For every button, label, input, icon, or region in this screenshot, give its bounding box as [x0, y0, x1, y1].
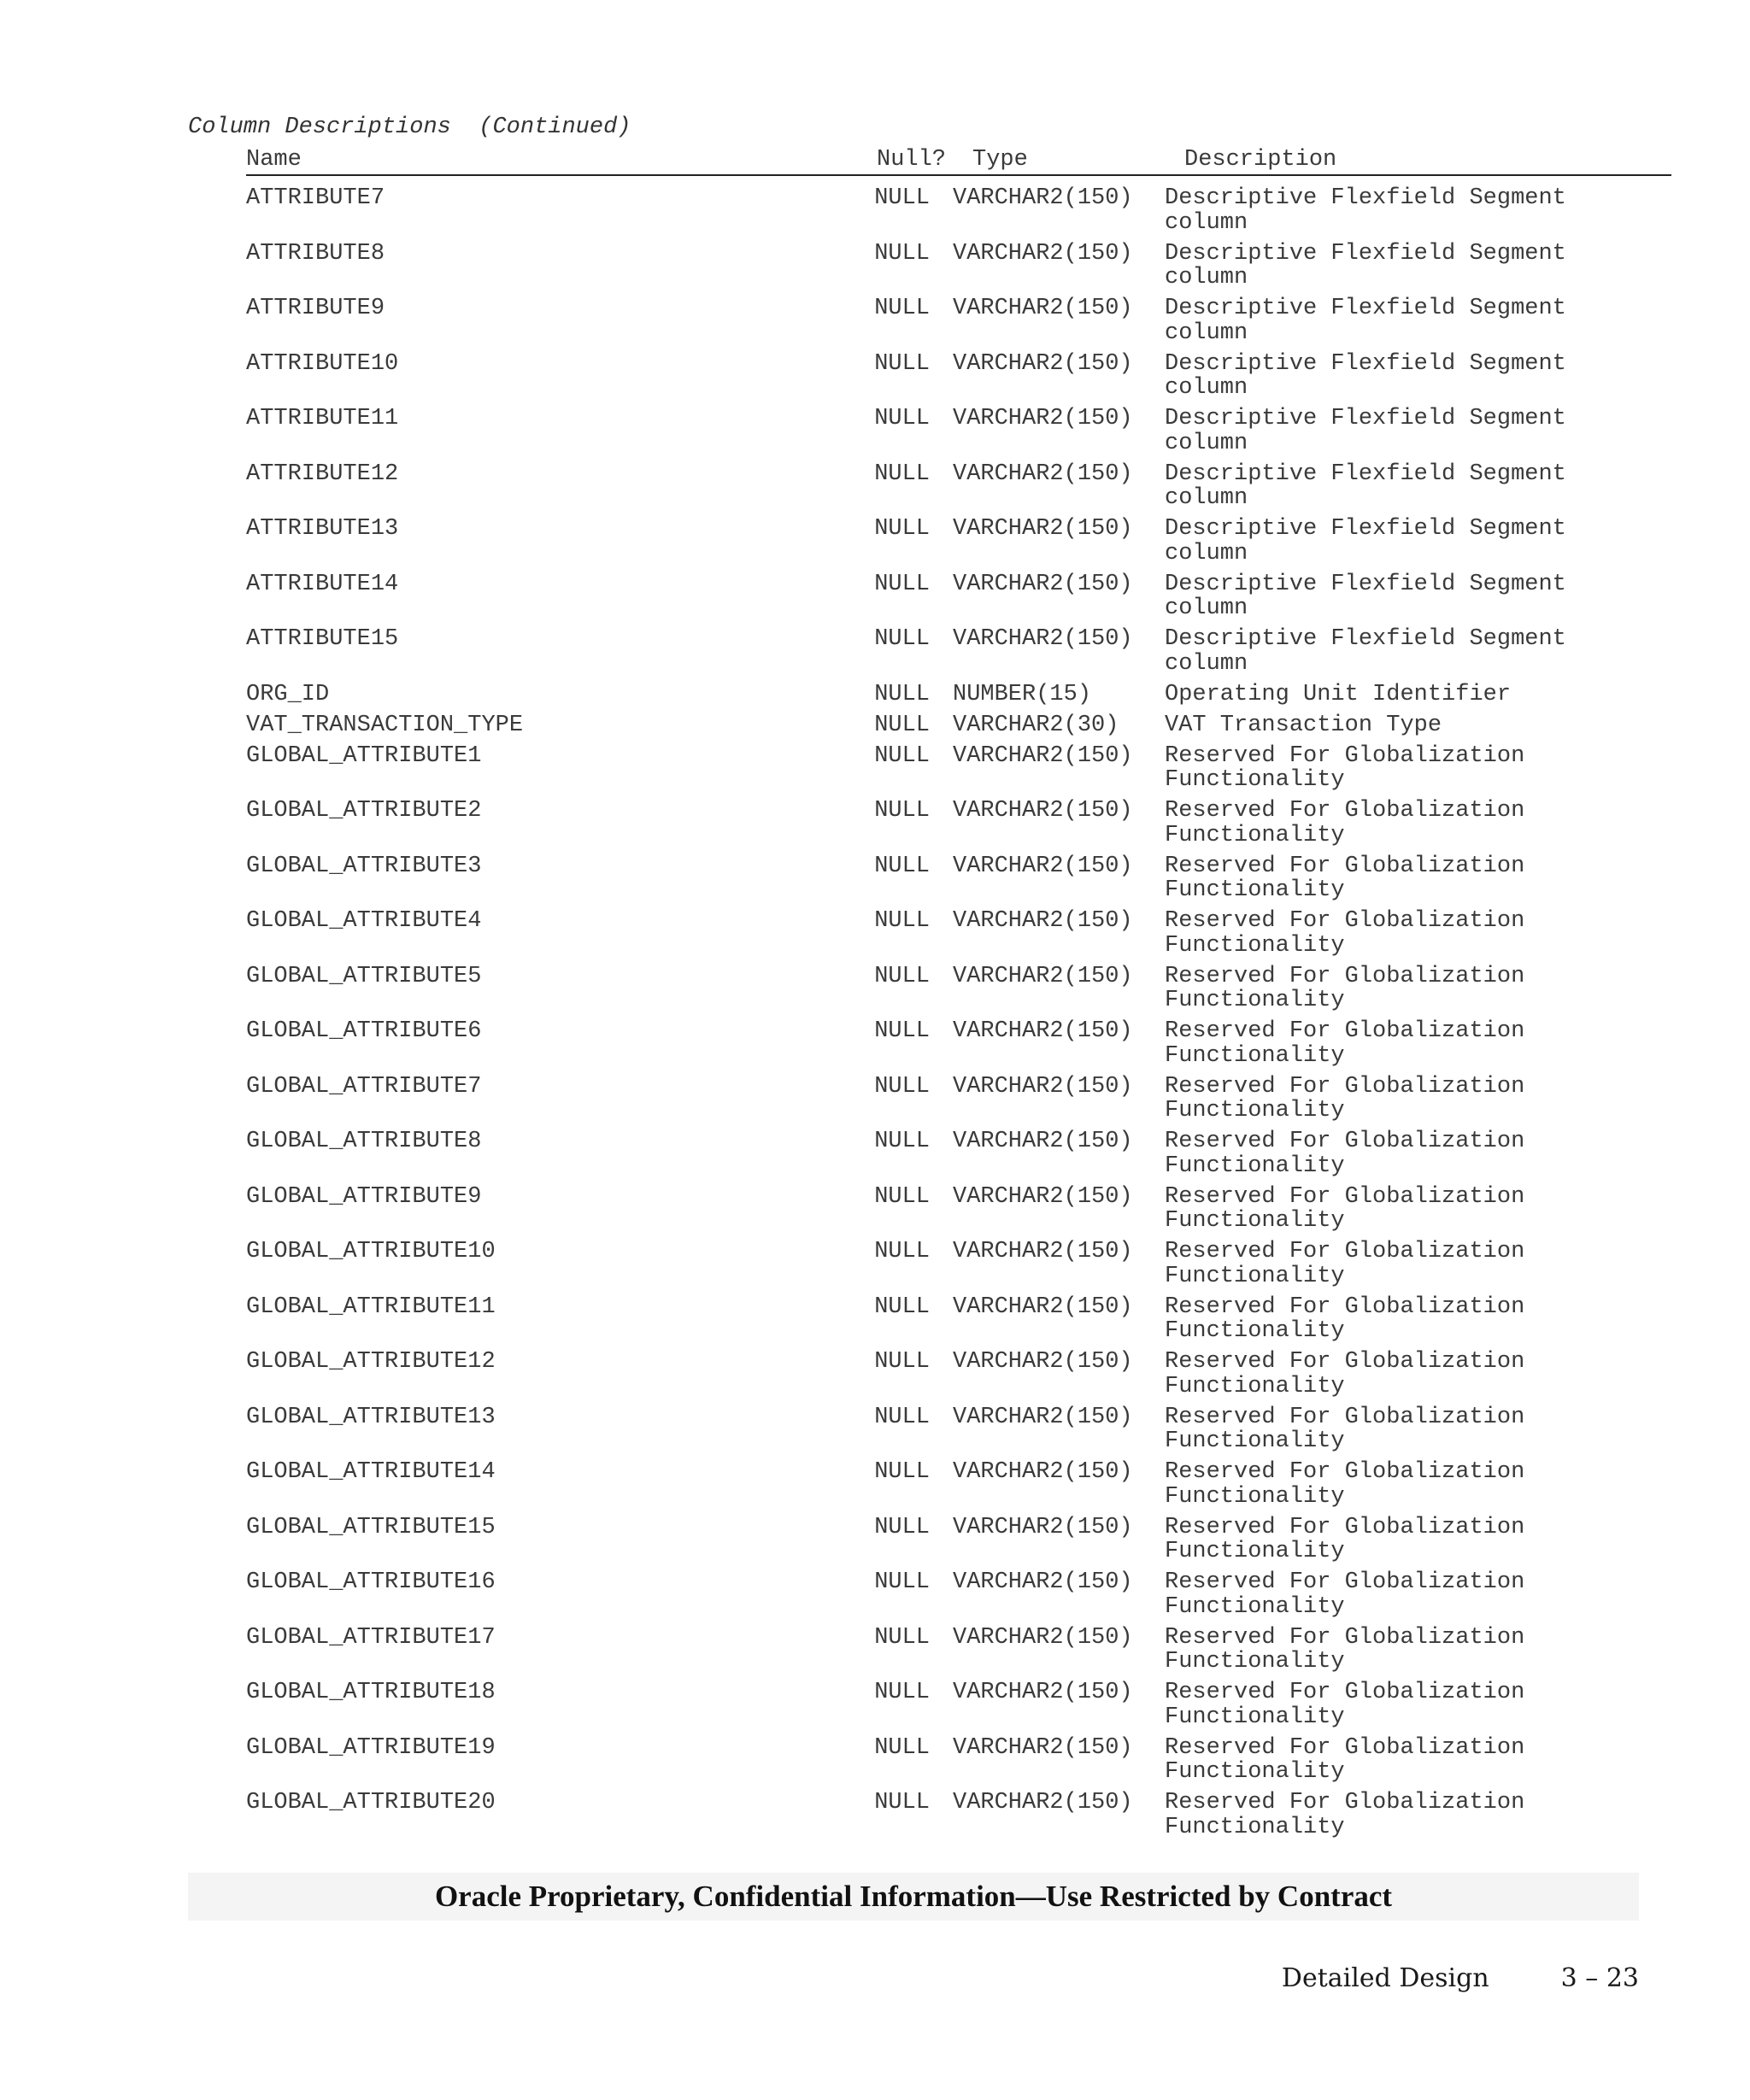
column-null: NULL: [874, 406, 930, 431]
column-name: GLOBAL_ATTRIBUTE2: [246, 798, 482, 824]
footer-section: Detailed Design: [1281, 1963, 1489, 1993]
header-name: Name: [246, 147, 302, 173]
column-description: Descriptive Flexfield Segment column: [1165, 350, 1566, 401]
column-type: VARCHAR2(150): [953, 571, 1133, 597]
column-null: NULL: [874, 712, 930, 738]
table-row: [246, 296, 1671, 345]
table-row: [246, 713, 1671, 738]
column-description: Descriptive Flexfield Segment column: [1165, 240, 1566, 290]
table-row: [246, 1185, 1671, 1234]
column-null: NULL: [874, 1018, 930, 1044]
column-type: VARCHAR2(150): [953, 460, 1133, 487]
table-row: [246, 1626, 1671, 1675]
column-name: GLOBAL_ATTRIBUTE19: [246, 1734, 496, 1761]
table-row: [246, 965, 1671, 1013]
table-row: [246, 1075, 1671, 1123]
column-description: Descriptive Flexfield Segment column: [1165, 406, 1566, 456]
column-null: NULL: [874, 1073, 930, 1100]
column-description: Reserved For Globalization Functionality: [1165, 1514, 1525, 1564]
column-name: ATTRIBUTE7: [246, 185, 385, 211]
column-description: Reserved For Globalization Functionality: [1165, 1018, 1525, 1069]
column-type: VARCHAR2(150): [953, 1514, 1133, 1540]
column-null: NULL: [874, 742, 930, 769]
table-row: [246, 1350, 1671, 1399]
table-header: [246, 145, 1671, 176]
column-null: NULL: [874, 296, 930, 321]
column-description: Reserved For Globalization Functionality: [1165, 963, 1525, 1013]
column-description: Reserved For Globalization Functionality: [1165, 798, 1525, 848]
column-description: Descriptive Flexfield Segment column: [1165, 516, 1566, 566]
column-description: Reserved For Globalization Functionality: [1165, 1680, 1525, 1730]
table-row: [246, 242, 1671, 290]
column-name: ORG_ID: [246, 681, 330, 707]
header-type: Type: [972, 147, 1028, 173]
column-description: Reserved For Globalization Functionality: [1165, 908, 1525, 959]
column-type: VARCHAR2(150): [953, 185, 1133, 211]
column-name: ATTRIBUTE14: [246, 571, 399, 597]
column-name: GLOBAL_ATTRIBUTE20: [246, 1790, 496, 1816]
column-description: Descriptive Flexfield Segment column: [1165, 296, 1566, 346]
column-description: Reserved For Globalization Functionality: [1165, 1569, 1525, 1620]
table-row: [246, 1570, 1671, 1619]
column-name: ATTRIBUTE13: [246, 516, 399, 542]
column-null: NULL: [874, 1680, 930, 1705]
column-name: GLOBAL_ATTRIBUTE16: [246, 1569, 496, 1595]
column-type: NUMBER(15): [953, 681, 1092, 707]
column-description: Reserved For Globalization Functionality: [1165, 1349, 1525, 1399]
column-null: NULL: [874, 240, 930, 267]
column-type: VARCHAR2(150): [953, 626, 1133, 652]
column-null: NULL: [874, 185, 930, 211]
table-row: [246, 352, 1671, 401]
table-row: [246, 1516, 1671, 1564]
column-null: NULL: [874, 1734, 930, 1761]
column-description: Descriptive Flexfield Segment column: [1165, 460, 1566, 511]
column-name: GLOBAL_ATTRIBUTE8: [246, 1129, 482, 1154]
column-type: VARCHAR2(150): [953, 1680, 1133, 1705]
table-row: [246, 407, 1671, 455]
column-name: GLOBAL_ATTRIBUTE15: [246, 1514, 496, 1540]
column-type: VARCHAR2(150): [953, 350, 1133, 377]
column-type: VARCHAR2(150): [953, 1569, 1133, 1595]
column-type: VARCHAR2(150): [953, 1018, 1133, 1044]
column-null: NULL: [874, 1404, 930, 1430]
column-name: GLOBAL_ATTRIBUTE4: [246, 908, 482, 934]
column-name: VAT_TRANSACTION_TYPE: [246, 712, 524, 738]
column-type: VARCHAR2(150): [953, 908, 1133, 934]
column-type: VARCHAR2(150): [953, 1790, 1133, 1816]
table-row: [246, 799, 1671, 848]
column-null: NULL: [874, 1349, 930, 1375]
table-row: [246, 1129, 1671, 1178]
column-name: ATTRIBUTE12: [246, 460, 399, 487]
column-type: VARCHAR2(150): [953, 742, 1133, 769]
table-row: [246, 744, 1671, 793]
column-type: VARCHAR2(150): [953, 1129, 1133, 1154]
column-name: GLOBAL_ATTRIBUTE11: [246, 1293, 496, 1320]
table-row: [246, 186, 1671, 235]
column-description: Reserved For Globalization Functionality: [1165, 1293, 1525, 1344]
column-type: VARCHAR2(150): [953, 240, 1133, 267]
column-name: GLOBAL_ATTRIBUTE6: [246, 1018, 482, 1044]
table-row: [246, 909, 1671, 958]
column-description: Descriptive Flexfield Segment column: [1165, 626, 1566, 677]
column-description: Reserved For Globalization Functionality: [1165, 1183, 1525, 1234]
column-null: NULL: [874, 908, 930, 934]
column-name: ATTRIBUTE8: [246, 240, 385, 267]
header-null: Null?: [877, 147, 947, 173]
column-type: VARCHAR2(150): [953, 1624, 1133, 1651]
table-row: [246, 517, 1671, 566]
table-row: [246, 1791, 1671, 1839]
column-description: Reserved For Globalization Functionality: [1165, 1404, 1525, 1454]
column-type: VARCHAR2(150): [953, 1459, 1133, 1485]
column-type: VARCHAR2(150): [953, 798, 1133, 824]
column-null: NULL: [874, 963, 930, 989]
column-type: VARCHAR2(150): [953, 1734, 1133, 1761]
column-type: VARCHAR2(150): [953, 963, 1133, 989]
table-row: [246, 1295, 1671, 1344]
column-type: VARCHAR2(150): [953, 1239, 1133, 1264]
column-description: Reserved For Globalization Functionality: [1165, 1073, 1525, 1123]
column-null: NULL: [874, 1790, 930, 1816]
column-name: GLOBAL_ATTRIBUTE18: [246, 1680, 496, 1705]
column-description: Reserved For Globalization Functionality: [1165, 853, 1525, 903]
column-null: NULL: [874, 1514, 930, 1540]
column-description: Reserved For Globalization Functionality: [1165, 1239, 1525, 1289]
table-row: [246, 1019, 1671, 1068]
column-description: Operating Unit Identifier: [1165, 681, 1512, 707]
column-null: NULL: [874, 1129, 930, 1154]
column-null: NULL: [874, 1459, 930, 1485]
column-null: NULL: [874, 571, 930, 597]
column-name: ATTRIBUTE15: [246, 626, 399, 652]
column-type: VARCHAR2(150): [953, 1183, 1133, 1210]
table-body: [246, 186, 1671, 1839]
column-name: GLOBAL_ATTRIBUTE7: [246, 1073, 482, 1100]
column-name: ATTRIBUTE11: [246, 406, 399, 431]
column-name: GLOBAL_ATTRIBUTE12: [246, 1349, 496, 1375]
column-description: Reserved For Globalization Functionality: [1165, 1459, 1525, 1510]
column-description: Reserved For Globalization Functionality: [1165, 1790, 1525, 1840]
column-name: GLOBAL_ATTRIBUTE1: [246, 742, 482, 769]
column-descriptions-table: [246, 145, 1671, 1846]
table-row: [246, 1736, 1671, 1785]
column-type: VARCHAR2(150): [953, 1349, 1133, 1375]
column-null: NULL: [874, 853, 930, 879]
table-row: [246, 1460, 1671, 1509]
column-description: Reserved For Globalization Functionality: [1165, 742, 1525, 793]
table-caption: Column Descriptions (Continued): [188, 114, 631, 140]
column-null: NULL: [874, 516, 930, 542]
column-name: GLOBAL_ATTRIBUTE13: [246, 1404, 496, 1430]
table-row: [246, 683, 1671, 707]
page-footer: [1282, 1962, 1639, 1996]
column-description: Reserved For Globalization Functionality: [1165, 1129, 1525, 1179]
table-row: [246, 1240, 1671, 1288]
column-name: ATTRIBUTE10: [246, 350, 399, 377]
column-description: Descriptive Flexfield Segment column: [1165, 185, 1566, 236]
column-name: ATTRIBUTE9: [246, 296, 385, 321]
column-null: NULL: [874, 626, 930, 652]
header-description: Description: [1184, 147, 1337, 173]
column-description: Reserved For Globalization Functionality: [1165, 1734, 1525, 1785]
column-name: GLOBAL_ATTRIBUTE10: [246, 1239, 496, 1264]
column-name: GLOBAL_ATTRIBUTE17: [246, 1624, 496, 1651]
table-row: [246, 1681, 1671, 1729]
column-description: Descriptive Flexfield Segment column: [1165, 571, 1566, 621]
confidentiality-banner: Oracle Proprietary, Confidential Information––Use Restricted by Contract: [188, 1873, 1639, 1921]
column-name: GLOBAL_ATTRIBUTE9: [246, 1183, 482, 1210]
column-name: GLOBAL_ATTRIBUTE5: [246, 963, 482, 989]
column-null: NULL: [874, 1293, 930, 1320]
column-null: NULL: [874, 1239, 930, 1264]
column-type: VARCHAR2(30): [953, 712, 1119, 738]
table-row: [246, 854, 1671, 903]
column-type: VARCHAR2(150): [953, 1293, 1133, 1320]
page-number: 3 – 23: [1560, 1963, 1639, 1993]
column-name: GLOBAL_ATTRIBUTE14: [246, 1459, 496, 1485]
column-null: NULL: [874, 1569, 930, 1595]
column-name: GLOBAL_ATTRIBUTE3: [246, 853, 482, 879]
table-row: [246, 1405, 1671, 1454]
column-null: NULL: [874, 460, 930, 487]
table-row: [246, 572, 1671, 621]
column-null: NULL: [874, 681, 930, 707]
column-type: VARCHAR2(150): [953, 406, 1133, 431]
column-null: NULL: [874, 1624, 930, 1651]
column-type: VARCHAR2(150): [953, 296, 1133, 321]
table-row: [246, 462, 1671, 511]
column-description: Reserved For Globalization Functionality: [1165, 1624, 1525, 1675]
column-type: VARCHAR2(150): [953, 516, 1133, 542]
column-null: NULL: [874, 350, 930, 377]
column-null: NULL: [874, 1183, 930, 1210]
column-type: VARCHAR2(150): [953, 853, 1133, 879]
column-null: NULL: [874, 798, 930, 824]
column-type: VARCHAR2(150): [953, 1404, 1133, 1430]
table-row: [246, 627, 1671, 676]
column-type: VARCHAR2(150): [953, 1073, 1133, 1100]
column-description: VAT Transaction Type: [1165, 712, 1442, 738]
